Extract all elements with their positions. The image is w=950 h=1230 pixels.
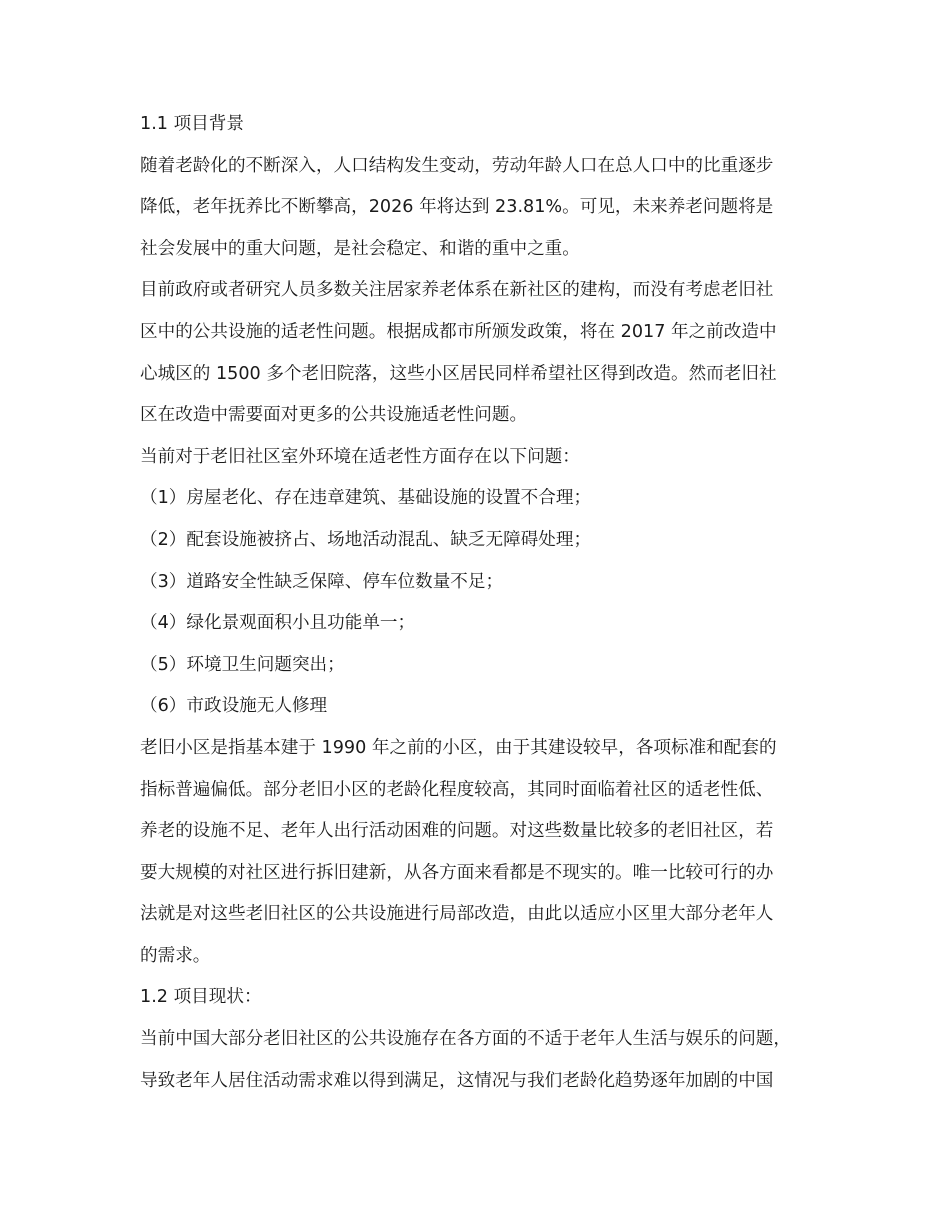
paragraph-old-communities bbox=[140, 733, 840, 983]
issues-list bbox=[140, 483, 840, 733]
text-line: 当前中国大部分老旧社区的公共设施存在各方面的不适于老年人生活与娱乐的问题， bbox=[140, 1029, 791, 1050]
text-line: 目前政府或者研究人员多数关注居家养老体系在新社区的建构，而没有考虑老旧社 bbox=[140, 280, 774, 301]
text-line: 法就是对这些老旧社区的公共设施进行局部改造，由此以适应小区里大部分老年人 bbox=[140, 904, 774, 925]
paragraph-aging-background bbox=[140, 151, 840, 276]
text-line: 随着老龄化的不断深入，人口结构发生变动，劳动年龄人口在总人口中的比重逐步 bbox=[140, 155, 774, 176]
issues-intro: 当前对于老旧社区室外环境在适老性方面存在以下问题： bbox=[140, 446, 580, 467]
list-item: （3）道路安全性缺乏保障、停车位数量不足； bbox=[140, 571, 504, 592]
list-item: （1）房屋老化、存在违章建筑、基础设施的设置不合理； bbox=[140, 488, 592, 509]
section-heading-1-1: 1.1 项目背景 bbox=[140, 114, 244, 134]
text-line: 心城区的 1500 多个老旧院落，这些小区居民同样希望社区得到改造。然而老旧社 bbox=[140, 363, 777, 384]
text-line: 社会发展中的重大问题，是社会稳定、和谐的重中之重。 bbox=[140, 238, 580, 259]
text-line: 导致老年人居住活动需求难以得到满足，这情况与我们老龄化趋势逐年加剧的中国 bbox=[140, 1070, 774, 1091]
text-line: 指标普遍偏低。部分老旧小区的老龄化程度较高，其同时面临着社区的适老性低、 bbox=[140, 779, 774, 800]
list-item: （6）市政设施无人修理 bbox=[140, 696, 328, 717]
document-page bbox=[140, 109, 840, 1107]
text-line: 养老的设施不足、老年人出行活动困难的问题。对这些数量比较多的老旧社区，若 bbox=[140, 821, 774, 842]
section-heading-1-2: 1.2 项目现状： bbox=[140, 987, 262, 1008]
text-line: 要大规模的对社区进行拆旧建新，从各方面来看都是不现实的。唯一比较可行的办 bbox=[140, 862, 774, 883]
paragraph-current-status bbox=[140, 1024, 840, 1107]
paragraph-policy bbox=[140, 275, 840, 441]
list-item: （2）配套设施被挤占、场地活动混乱、缺乏无障碍处理； bbox=[140, 529, 592, 550]
text-line: 区中的公共设施的适老性问题。根据成都市所颁发政策，将在 2017 年之前改造中 bbox=[140, 321, 777, 342]
text-line: 的需求。 bbox=[140, 945, 211, 966]
text-line: 降低，老年抚养比不断攀高，2026 年将达到 23.81%。可见，未来养老问题将是 bbox=[140, 197, 774, 218]
list-item: （5）环境卫生问题突出； bbox=[140, 654, 345, 675]
text-line: 区在改造中需要面对更多的公共设施适老性问题。 bbox=[140, 405, 528, 426]
text-line: 老旧小区是指基本建于 1990 年之前的小区，由于其建设较早，各项标准和配套的 bbox=[140, 737, 777, 758]
list-item: （4）绿化景观面积小且功能单一； bbox=[140, 613, 416, 634]
